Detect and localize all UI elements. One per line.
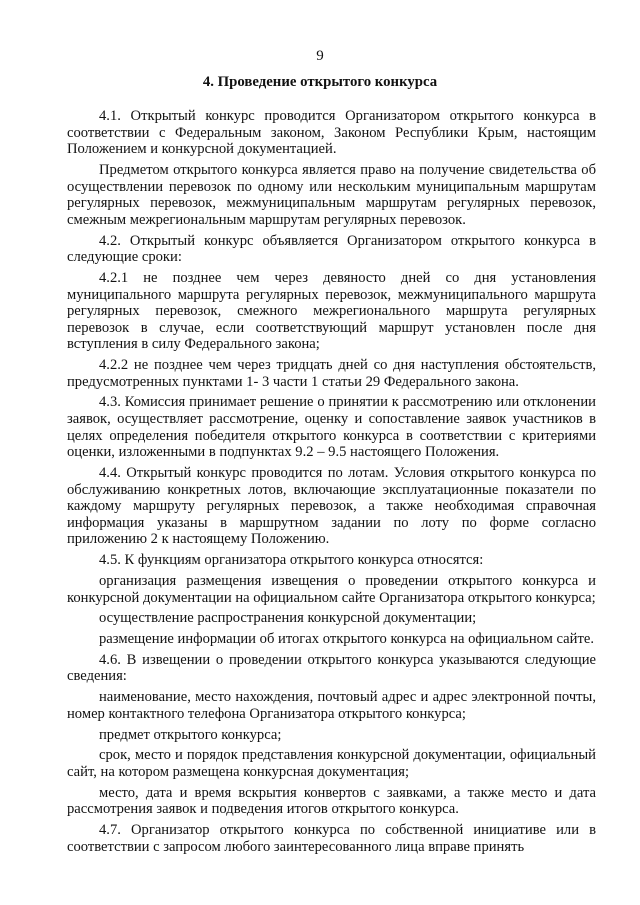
paragraph: срок, место и порядок представления конкурсной документации, официальный сайт, на котором размещена конкурсная документация;	[67, 747, 596, 780]
paragraph: 4.1. Открытый конкурс проводится Организатором открытого конкурса в соответствии с Федеральным законом, Законом Республики Крым, настоящим Положением и конкурсной документацией.	[67, 108, 596, 158]
page-number: 9	[316, 48, 324, 64]
paragraph: 4.3. Комиссия принимает решение о принятии к рассмотрению или отклонении заявок, осуществляет рассмотрение, оценку и сопоставление заявок участников в целях определения победителя открытого конкурса в соответствии с критериями оценки, изложенными в подпунктах 9.2 – 9.5 настоящего Положения.	[67, 394, 596, 461]
paragraph: 4.4. Открытый конкурс проводится по лотам. Условия открытого конкурса по обслуживанию конкретных лотов, включающие эксплуатационные показатели по каждому маршруту регулярных перевозок, а также необходимая справочная информация указаны в маршрутном задании по лоту по форме согласно приложению 2 к настоящему Положению.	[67, 465, 596, 548]
paragraph: 4.2.2 не позднее чем через тридцать дней со дня наступления обстоятельств, предусмотренных пунктами 1- 3 части 1 статьи 29 Федерального закона.	[67, 357, 596, 390]
paragraph: 4.2. Открытый конкурс объявляется Организатором открытого конкурса в следующие сроки:	[67, 232, 596, 266]
paragraph: 4.7. Организатор открытого конкурса по собственной инициативе или в соответствии с запросом любого заинтересованного лица вправе принять	[67, 822, 596, 855]
section-title: 4. Проведение открытого конкурса	[202, 74, 438, 90]
document-body	[67, 108, 596, 855]
paragraph: размещение информации об итогах открытого конкурса на официальном сайте.	[99, 631, 594, 648]
paragraph: предмет открытого конкурса;	[99, 726, 282, 743]
paragraph: наименование, место нахождения, почтовый адрес и адрес электронной почты, номер контактного телефона Организатора открытого конкурса;	[67, 689, 596, 722]
paragraph: место, дата и время вскрытия конвертов с заявками, а также место и дата рассмотрения заявок и подведения итогов открытого конкурса.	[67, 784, 596, 818]
paragraph: организация размещения извещения о проведении открытого конкурса и конкурсной документации на официальном сайте Организатора открытого конкурса;	[67, 572, 596, 606]
paragraph: 4.2.1 не позднее чем через девяносто дней со дня установления муниципального маршрута регулярных перевозок, межмуниципального маршрута регулярных перевозок, смежного межрегионального маршрута регулярных перевозок в случае, если соответствующий маршрут установлен после дня вступления в силу Федерального закона;	[67, 269, 596, 353]
paragraph: 4.6. В извещении о проведении открытого конкурса указываются следующие сведения:	[67, 651, 596, 685]
paragraph: осуществление распространения конкурсной документации;	[99, 610, 477, 627]
paragraph: Предметом открытого конкурса является право на получение свидетельства об осуществлении перевозок по одному или нескольким муниципальным маршрутам регулярных перевозок, межмуниципальным маршрутам регулярных перевозок, смежным межрегиональным маршрутам регулярных перевозок.	[67, 161, 596, 228]
paragraph: 4.5. К функциям организатора открытого конкурса относятся:	[99, 552, 484, 569]
